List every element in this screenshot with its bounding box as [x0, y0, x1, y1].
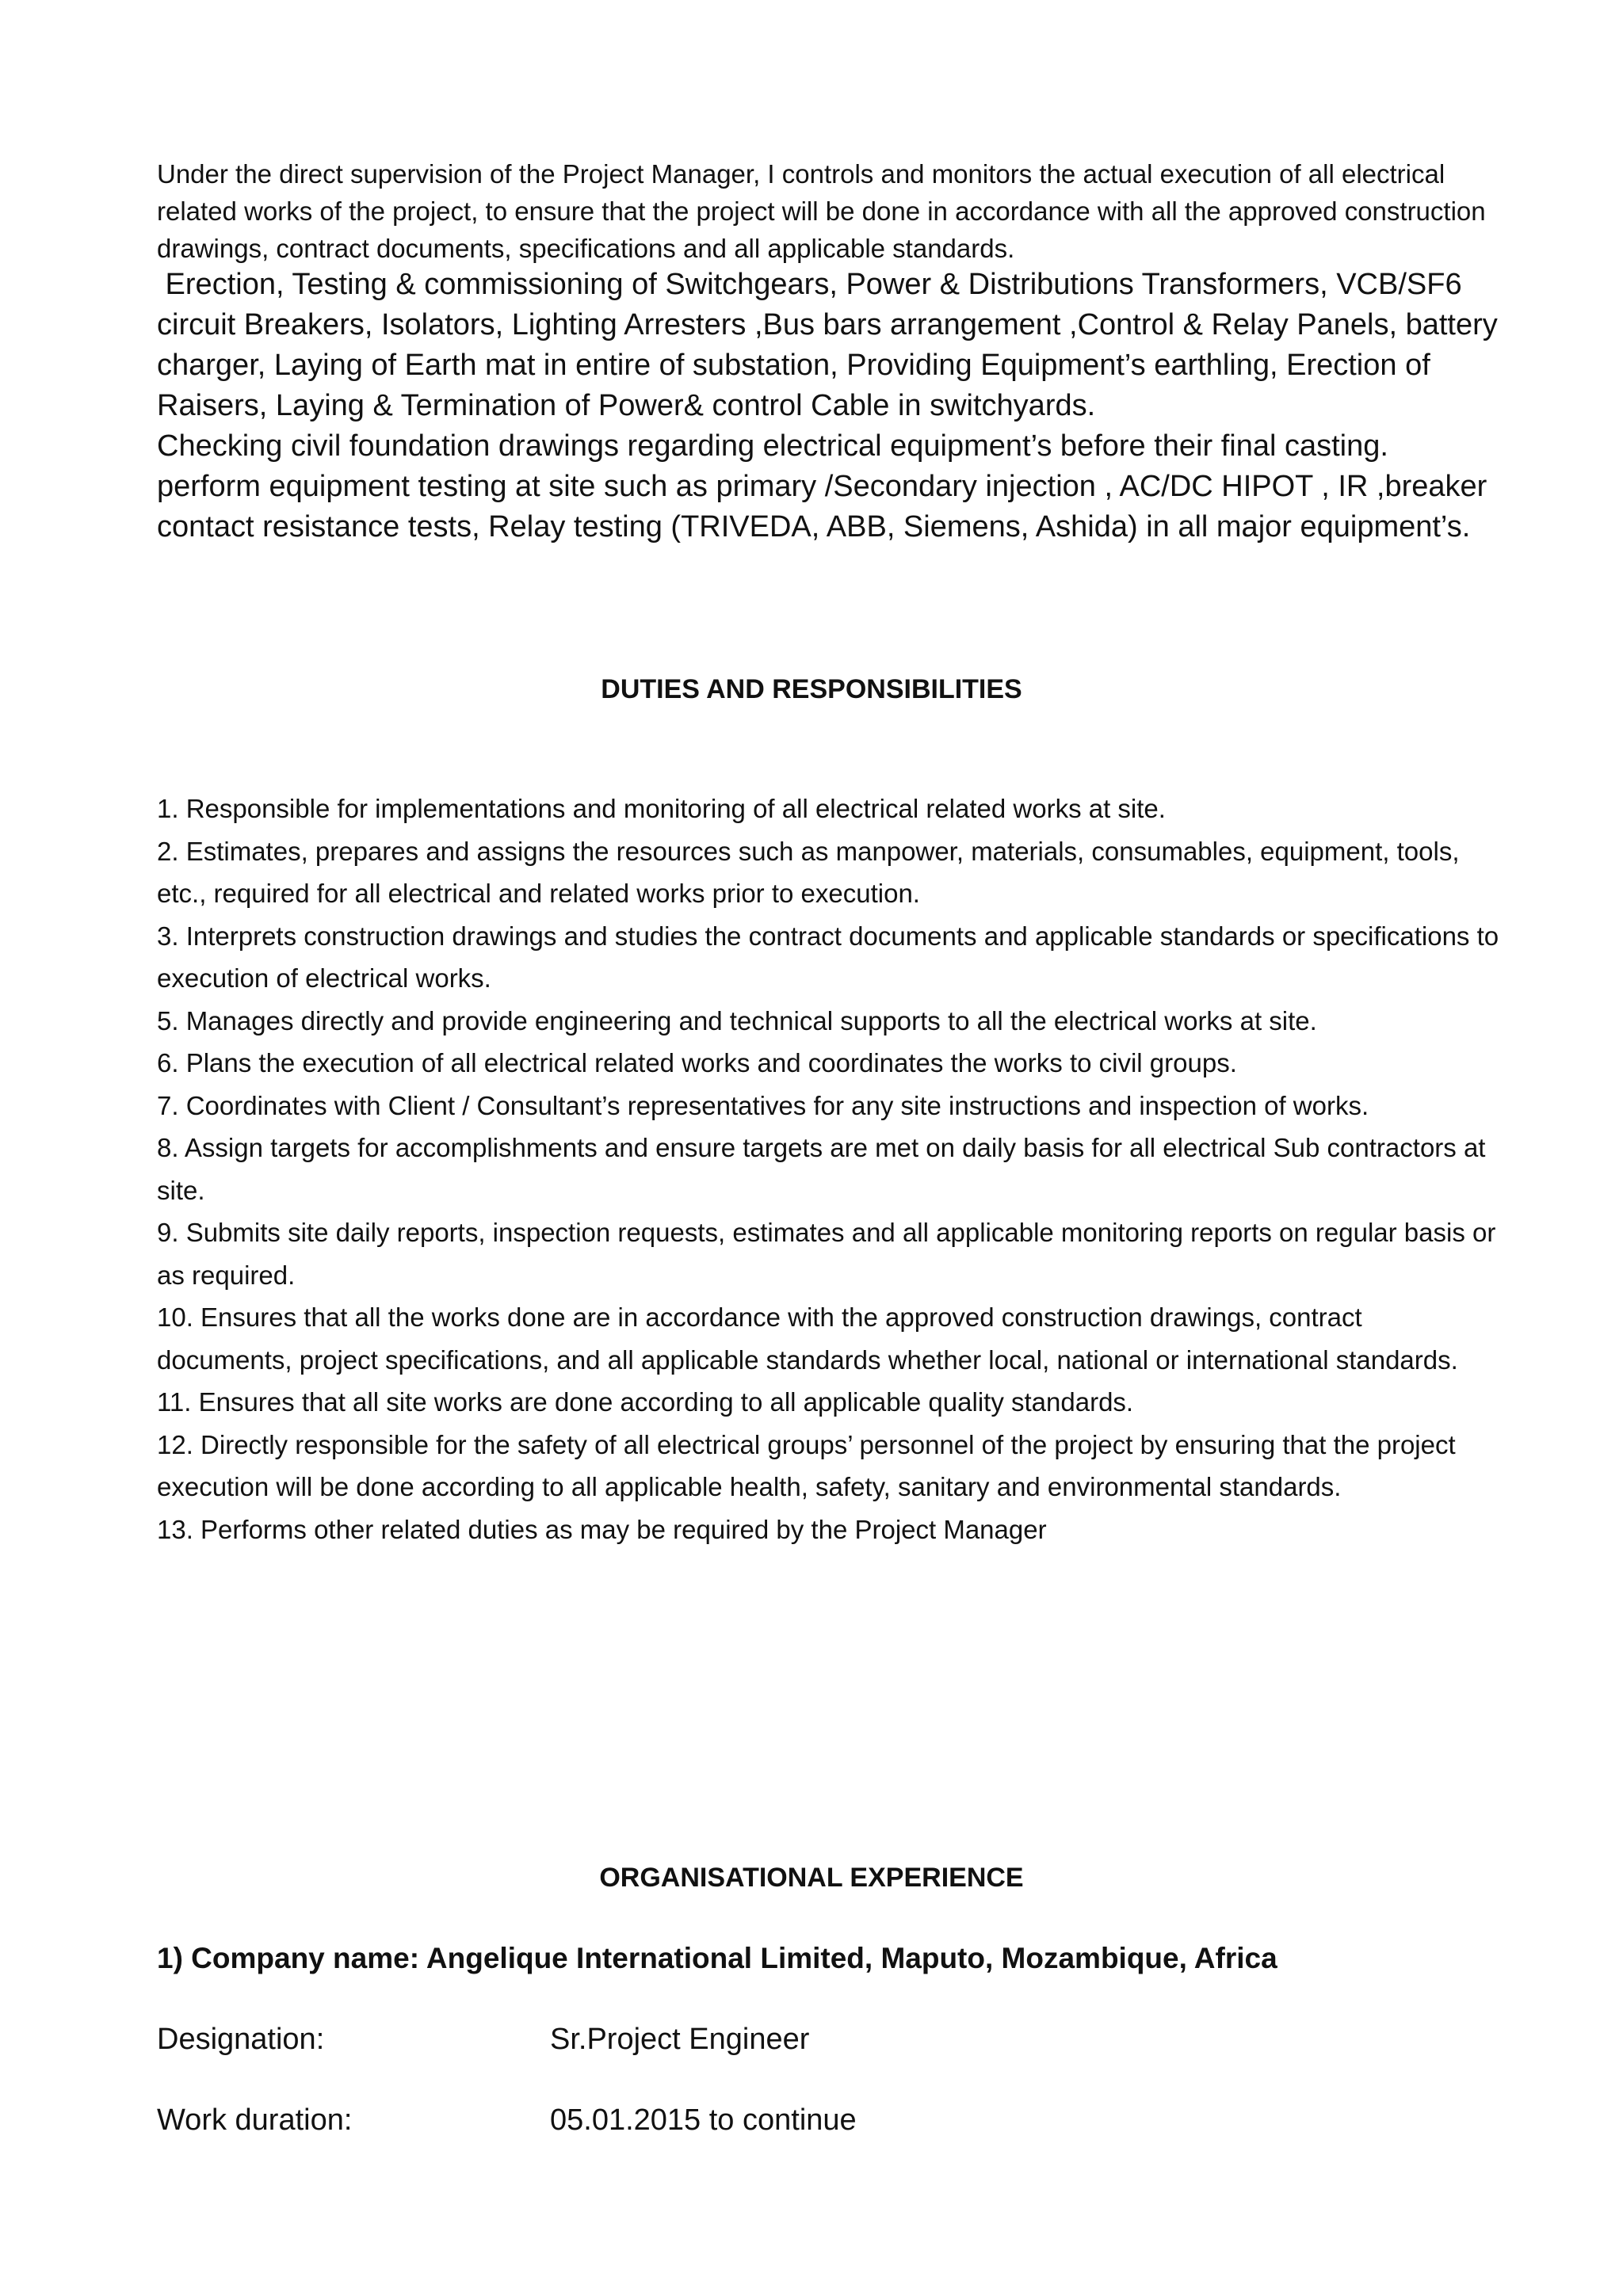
duty-item: 11. Ensures that all site works are done according to all applicable quality standards.: [157, 1387, 1134, 1417]
summary-paragraph: Erection, Testing & commissioning of Switchgears, Power & Distributions Transformers, VCB/SF6 circuit Breakers, Isolators, Lighting Arresters ,Bus bars arrangement ,Control & Relay Panels, battery charger, Laying of Earth mat in entire of substation, Providing Equipment’s earthling, Erection of Raisers, Laying & Termination of Power& control Cable in switchyards.: [157, 268, 1498, 422]
work-duration-label: Work duration:: [157, 2103, 353, 2137]
intro-paragraph: Under the direct supervision of the Project Manager, I controls and monitors the actual execution of all electrical related works of the project, to ensure that the project will be done in accordance with all the approved construction drawings, contract documents, specifications and all applicable standards.: [157, 159, 1486, 263]
summary-block: [157, 265, 1520, 547]
duty-item: 3. Interprets construction drawings and studies the contract documents and applicable standards or specifications to execution of electrical works.: [157, 921, 1499, 993]
duty-item: 9. Submits site daily reports, inspection requests, estimates and all applicable monitoring reports on regular basis or as required.: [157, 1218, 1496, 1290]
duty-item: 7. Coordinates with Client / Consultant’s representatives for any site instructions and inspection of works.: [157, 1090, 1369, 1120]
summary-paragraph: Checking civil foundation drawings regarding electrical equipment’s before their final casting.: [157, 429, 1388, 463]
duty-item: 13. Performs other related duties as may be required by the Project Manager: [157, 1514, 1047, 1544]
company-name: 1) Company name: Angelique International Limited, Maputo, Mozambique, Africa: [157, 1942, 1277, 1974]
summary-paragraph: perform equipment testing at site such as primary /Secondary injection , AC/DC HIPOT , IR ,breaker contact resistance tests, Relay testing (TRIVEDA, ABB, Siemens, Ashida) in all major equipment’s.: [157, 470, 1487, 543]
org-experience-heading: ORGANISATIONAL EXPERIENCE: [599, 1863, 1024, 1893]
designation-value: Sr.Project Engineer: [550, 2023, 810, 2056]
duty-item: 12. Directly responsible for the safety of all electrical groups’ personnel of the project by ensuring that the project execution will be done according to all applicable health, safety, sanitary and environmental standards.: [157, 1429, 1456, 1501]
duty-item: 6. Plans the execution of all electrical related works and coordinates the works to civil groups.: [157, 1048, 1237, 1077]
duties-heading: DUTIES AND RESPONSIBILITIES: [601, 674, 1022, 704]
designation-label: Designation:: [157, 2023, 325, 2056]
duty-item: 10. Ensures that all the works done are in accordance with the approved construction drawings, contract documents, project specifications, and all applicable standards whether local, national or international standards.: [157, 1302, 1458, 1375]
duty-item: 1. Responsible for implementations and monitoring of all electrical related works at site.: [157, 794, 1166, 823]
duty-item: 2. Estimates, prepares and assigns the resources such as manpower, materials, consumables, equipment, tools, etc., required for all electrical and related works prior to execution.: [157, 836, 1460, 908]
duty-item: 5. Manages directly and provide engineering and technical supports to all the electrical works at site.: [157, 1005, 1317, 1035]
duty-item: 8. Assign targets for accomplishments and ensure targets are met on daily basis for all electrical Sub contractors at site.: [157, 1133, 1486, 1205]
duties-list: [157, 788, 1504, 1550]
work-duration-value: 05.01.2015 to continue: [550, 2103, 857, 2137]
